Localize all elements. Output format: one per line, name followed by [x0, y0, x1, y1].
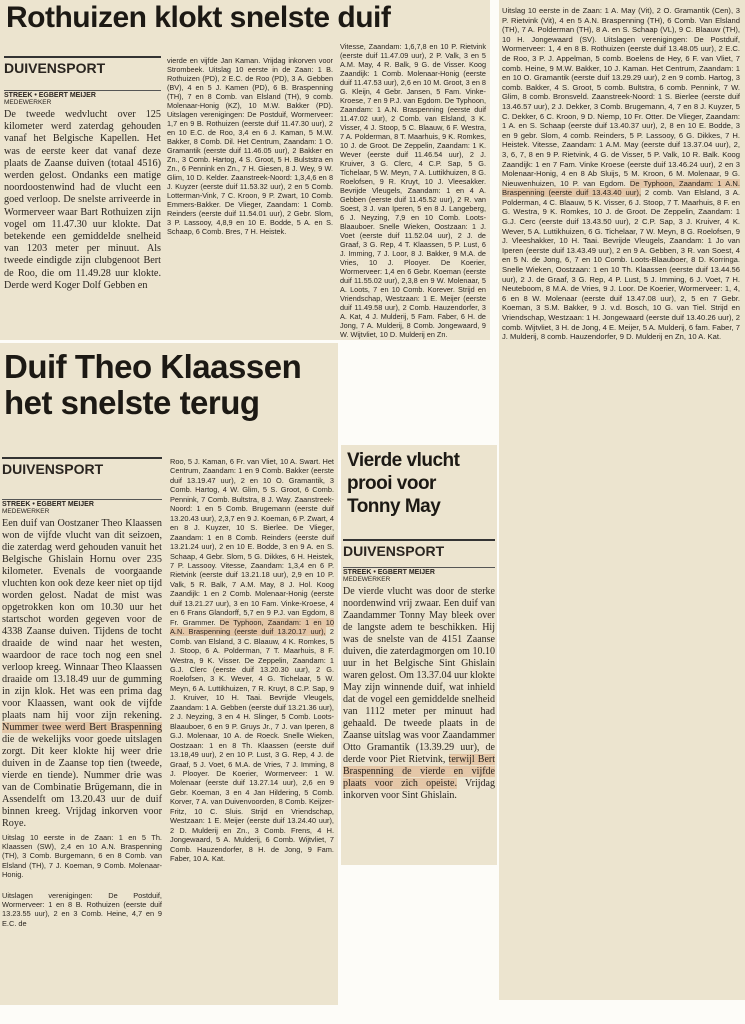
- byline: STREEK • EGBERT MEIJER: [4, 90, 161, 99]
- section-label: DUIVENSPORT: [343, 539, 495, 559]
- clipping-rothuizen: [0, 0, 490, 340]
- byline: STREEK • EGBERT MEIJER: [343, 567, 495, 576]
- byline-role: MEDEWERKER: [4, 99, 52, 106]
- headline-rothuizen: Rothuizen klokt snelste duif: [6, 1, 391, 34]
- section-label: DUIVENSPORT: [4, 56, 161, 76]
- headline-klaassen: Duif Theo Klaassen het snelste terug: [4, 348, 302, 421]
- results-column: Vitesse, Zaandam: 1,6,7,8 en 10 P. Rietvink (eerste duif 11.47.09 uur), 2 P. Valk, 3 en 5 A.M. May, 4 R. Balk, 9 G. de Visser. Koog Zaandijk: 1 Comb. Molenaar-Honig (eerste duif 11.47.53 uur), 2,6 en 10 M. Groot, 3 en 8 G. Kleijn, 4 Gebr. Jansen, 5 Fam. Vinke-Kroese, 7 en 9 P.J. van Egdom. De Typhoon, Zaandam: 1 A.N. Braspenning (eerste duif 11.47.02 uur), 2 Comb. van Elsland, 3 K. Visser, 4 J. Stoop, 5 C. Blaauw, 6 F. Westra, 7 A. Polderman, 8 T. Maarhuis, 9 K. Romkes, 10 J. de Groot. De Zeppelin, Zaandam: 1 K. Wever (eerste duif 11.46.54 uur), 2 J. Kruiver, 3 G. Clerc, 4 C.P. Sap, 5 G. Tichelaar, 5 W. Meyn, 7 A. Luttikhuizen, 8 G. Roelofsen, 9 R. Kruyt, 10 J. Vleesakker. Bevrijde Vleugels, Zaandam: 1 en 4 A. Gebben (eerste duif 11.45.52 uur), 2 R. van Soest, 3 J. van Iperen, 5 en 8 J. Langeberg, 6 J. Neyzing, 7,9 en 10 Comb. Loots-Blaauboer. Snelle Wieken, Oostzaan: 1 J. Voet (eerste duif 11.52.04 uur), 2 J. de Graaf, 3 G. Rep, 4 T. Klaassen, 5 P. Lust, 6 J. Imming, 7 J. Loor, 8 J. Bakker, 9 M.A. de Vries, 10 J. Plooyer. De Koerier, Wormerveer: 1,4 en 6 Gebr. Koeman (eerste duif 11.55.02 uur), 2,3,8 en 9 W. Molenaar, 5 A. Loots, 7 en 10 Comb. Korever. Strijd en Vriendschap, Westzaan: 1 E. Meijer (eerste duif 11.49.58 uur), 2 Comb. Hauzendorfer, 3 A. Kat, 4 J. Mulderij, 5 Fam. Faber, 6 H. de Jong, 7 A. Mulderij, 8 Comb. Jongewaard, 9 W. Wijtvliet, 10 D. Mulderij en Zn.: [340, 42, 486, 339]
- clipping-klaassen: [0, 343, 338, 1005]
- byline-role: MEDEWERKER: [343, 576, 391, 583]
- section-label: DUIVENSPORT: [2, 457, 162, 477]
- results-list: Uitslag 10 eerste in de Zaan: 1 en 5 Th. Klaassen (SW), 2,4 en 10 A.N. Braspenning (TH), 3 Comb. Burgemann, 6 en 8 Comb. van Elsland (TH), 7 J. Koeman, 9 Comb. Molenaar-Honig. Uitslagen verenigingen: De Postduif, Wormerveer: 1 en 8 B. Rothuizen (eerste duif 13.23.55 uur), 2 en 3 Comb. Heine, 4,7 en 9 E.C. de: [2, 833, 162, 928]
- clipping-tonny-may: [341, 445, 497, 865]
- highlighted-text: De Typhoon, Zaandam: 1 en 10 A.N. Braspenning (eerste duif 13.20.17 uur),: [170, 617, 334, 637]
- headline-tonny-may: Vierde vlucht prooi voor Tonny May: [347, 450, 460, 517]
- highlighted-text: terwijl Bert Braspenning de vierde en vijfde plaats voor zich opeiste.: [343, 754, 495, 789]
- clipping-results-right: [499, 0, 745, 1000]
- highlighted-text: Nummer twee werd Bert Braspenning: [2, 722, 162, 733]
- article-body: De tweede wedvlucht over 125 kilometer werd zaterdag gehouden vanaf het Belgische Kapellen. Het was de eerste keer dat vanaf deze plaats de Zaanse duiven (totaal 4516) werden gelost. Ondanks een matige noordoostenwind had de vlucht een goed verloop. De snelste arriveerde in Wormerveer waar Bart Rothuizen zijn vogel om 11.47.30 uur klokte. Dat betekende een gemiddelde snelheid van 1203 meter per minuut. Als tweede eindigde zijn clubgenoot Bert de Roo, die om 11.49.28 uur klokte. Derde werd Koger Dolf Gebben en: [4, 109, 161, 291]
- results-column: vierde en vijfde Jan Kaman. Vrijdag inkorven voor Strombeek. Uitslag 10 eerste in de Zaan: 1 B. Rothuizen (PD), 2 E.C. de Roo (PD), 3 A. Gebben (BV), 4 en 5 J. Kamen (PD), 6 B. Braspenning (TH), 7 en 8 Comb. van Elsland (TH), 9 comb. Molenaar-Honig (KZ), 10 M.W. Bakker (PD). Uitslagen verenigingen: De Postduif, Wormerveer: 1,7 en 9 B. Rothuizen (eerste duif 11.47.30 uur), 2 en 10 E.C. de Roo, 3,4 en 6 J. Kaman, 5 M.W. Bakker, 8 Comb. Dil. Het Centrum, Zaandam: 1 O. Gramantik (eerste duif 11.46.05 uur), 2 Bakker en Zn., 3 Comb. Hartog, 4 S. Groot, 5 H. Bulststra en Zn., 6 Pennink en Zn., 7 H. Giesen, 8 J. Wey, 9 W. Glim, 10 D. Kelder. Zaanstreek-Noord: 1,3,4,6 en 8 J. Kuyzer (eerste duif 11.53.32 uur), 2 en 5 Comb. Lotterman-Vink, 7 C. Kroon, 9 P. Zwart, 10 Comb. Emmers-Bakker. De Vlieger, Zaandam: 1 Comb. Reinders (eerste duif 11.54.01 uur), 2 Gebr. Slom, 3 P. Lassooy, 4,8,9 en 10 E. Bodde, 5 A. en S. Schaap, 6 Comb. Bres, 7 H. Heistek.: [167, 56, 333, 236]
- article-body: De vierde vlucht was door de sterke noordenwind vrij zwaar. Een duif van Zaandammer Tonny May bleek over de langste adem te beschikken. Hij was de snelste van de 4151 Zaanse duiven, die zaterdagmorgen om 10.10 uur in het Belgische Sint Ghislain waren gelost. Om 13.37.04 uur klokte May zijn winnende duif, wat inhield dat de vogel een gemiddelde snelheid van 1112 meter per minuut had gehaald. De tweede plaats in de Zaanse uitslag was voor Zaandammer Otto Gramantik (13.39.29 uur), de derde voor Piet Rietvink, terwijl Bert Braspenning de vierde en vijfde plaats voor zich opeiste. Vrijdag inkorven voor Sint Ghislain.: [343, 586, 495, 801]
- results-column: Roo, 5 J. Kaman, 6 Fr. van Vliet, 10 A. Swart. Het Centrum, Zaandam: 1 en 9 Comb. Bakker (eerste duif 13.19.47 uur), 2 en 10 O. Gramantik, 3 Comb. Hartog, 4 W. Glim, 5 S. Groot, 6 Comb. Pennink, 7 Comb. Bultstra, 8 J. Way. Zaanstreek-Noord: 1 en 5 Comb. Brugemann (eerste duif 13.20.43 uur), 2,3,7 en 9 J. Koeman, 6 P. Zwart, 4 en 8 J. Kuyzer, 10 S. Bierlee. De Vlieger, Zaandam: 1 en 8 Comb. Reinders (eerste duif 13.21.24 uur), 2 en 10 E. Bodde, 3 en 9 A. en S. Schaap, 4 Gebr. Slom, 5 G. Dikkes, 6 H. Heistek, 7 P. Lassooy. Vitesse, Zaandam: 1,3,4 en 6 P. Rietvink (eerste duif 13.21.18 uur), 2,9 en 10 P. Valk, 5 R. Balk, 7 A.M. May, 8 J. Hol. Koog Zaandijk: 1 en 2 Comb. Molenaar-Honig (eerste duif 13.21.27 uur), 3 en 10 Fam. Vinke-Kroese, 4 en 6 Frans Glandorff, 5,7 en 9 P.J. van Egdom, 8 Fr. Grammer. De Typhoon, Zaandam: 1 en 10 A.N. Braspenning (eerste duif 13.20.17 uur), 2 Comb. van Elsland, 3 C. Blaauw, 4 K. Romkes, 5 J. Stoop, 6 A. Polderman, 7 T. Maarhuis, 8 F. Westra, 9 K. Visser. De Zeppelin, Zaandam: 1 G.J. Clerc (eerste duif 13.20.30 uur), 2 G. Roelofsen, 3 K. Wever, 4 G. Tichelaar, 5 W. Meyn, 6 A. Luttikhuizen, 7 R. Kruyt, 8 C.P. Sap, 9 J. Kruiver, 10 H. Taai. Bevrijde Vleugels, Zaandam: 1 A. Gebben (eerste duif 13.21.36 uur), 2 J. Neyzing, 3 en 4 H. Slinger, 5 Comb. Loots-Blaauboer, 6 en 9 P. Gruys Jr., 7 J. van Iperen, 8 G.J. Molenaar, 10 A. de Roeck. Snelle Wieken, Oostzaan: 1 en 8 Th. Klaassen (eerste duif 13.18,49 uur), 2 en 10 P. Lust, 3 G. Rep, 4 J. de Graaf, 5 J. Voet, 6 M.A. de Vries, 7 J. Imming, 8 J. Plooyer. De Koerier, Wormerveer: 1 W. Molenaar (eerste duif 13.27.14 uur), 2,6 en 9 Gebr. Koeman, 3 en 4 Jan Hildering, 5 Comb. Korver, 7 A. van Duivenvoorden, 8 Comb. Keijzer-Fritz, 10 C. Sluis. Strijd en Vriendschap, Westzaan: 1 E. Meijer (eerste duif 13.24.40 uur), 2 D. Mulderij en Zn., 3 Comb. Frens, 4 H. Jongewaard, 5 A. Mulderij, 6 Comb. Wijtvliet, 7 Comb. Hauzendorfer, 8 H. de Jong, 9 Fam. Faber, 10 A. Kat.: [170, 457, 334, 864]
- byline-role: MEDEWERKER: [2, 508, 50, 515]
- results-column: Uitslag 10 eerste in de Zaan: 1 A. May (Vit), 2 O. Gramantik (Cen), 3 P. Rietvink (Vit), 4 en 5 A.N. Braspenning (TH), 6 Comb. Van Elsland (TH), 7 A. Polderman (TH), 8 A. en S. Schaap (VL), 9 C. Blaauw (TH), 10 H. Jongewaard (SV). Uitslagen verenigingen: De Postduif, Wormerveer: 1, 4 en 8 B. Rothuizen (eerste duif 13.48.05 uur), 2 E.C. de Roo, 3 P. J. Appelman, 5 comb. Boelens de Hey, 6 F. van Vliet, 7 comb. Heine, 9 M.W. Bakker, 10 J. Kaman. Het Centrum, Zaandam: 1 en 10 O. Gramantik (eerste duif 13.29.29 uur), 2 en 9 comb. Hartog, 3 comb. Bakker, 4 S. Groot, 5 comb. Bultstra, 6 comb. Pennink, 7 W. Glim, 8 comb. Bronsveld. Zaanstreek-Noord: 1 S. Bierlee (eerste duif 13.46.57 uur), 2 J. Dekker, 3 Comb. Brugemann, 4, 7 en 8 J. Kuyzer, 5 C. Dekker, 6 C. Kroon, 9 D. Niemp, 10 Fr. Otter. De Vlieger, Zaandam: 1 A. en S. Schaap (eerste duif 13.40.37 uur), 2, 8 en 10 E. Bodde, 3 en 9 gebr. Slom, 4 comb. Reinders, 5 P. Lassooy, 6 G. Dikkes, 7 H. Heistek. Vitesse, Zaandam: 1 A.M. May (eerste duif 13.37.04 uur), 2, 3, 6, 7, 8 en 9 P. Rietvink, 4 G. de Visser, 5 P. Valk, 10 R. Balk. Koog Zaandijk: 1 en 7 Fam. Vinke Kroese (eerste duif 13.46.24 uur), 2 en 3 Molenaar-Honig, 4 en 8 Ab Sluijs, 5 M. Kroon, 6 M. Molenaar, 9 G. Nieuwenhuizen, 10 P. van Egdom. De Typhoon, Zaandam: 1 A.N. Braspenning (eerste duif 13.43.40 uur), 2 comb. Van Elsland, 3 A. Polderman, 4 C. Blaauw, 5 K. Visser, 6 J. Stoop, 7 T. Maarhuis, 8 F. en G. Westra, 9 K. Romkes, 10 J. de Groot. De Zeppelin, Zaandam: 1 G.J. Cerc (eerste duif 13.43.50 uur), 2 C.P. Sap, 3 J. Kruiver, 4 K. Wever, 5 A. Luttikhuizen, 6 G. Tichelaar, 7 W. Meyn, 8 G. Roelofsen, 9 J. Vleeshakker, 10 H. Taai. Bevrijde Vleugels, Zaandam: 1 Jo van Iperen (eerste duif 13.43.49 uur), 2 en 9 A. Gebben, 3 R. van Soest, 4 en 5 N. de Jong, 6, 7 en 10 Comb. Loots-Blaauboer, 8 D. Korringa. Snelle Wieken, Oostzaan: 1 en 10 Th. Klaassen (eerste duif 13.44.56 uur), 2 J. de Graaf, 3 G. Rep, 4 P. Lust, 5 J. Imming, 6 J. Voet, 7 H. Neuteboom, 8 M.A. de Vries, 9 J. Loor. De Koerier, Wormerveer: 1, 4, 6 en 8 W. Molenaar (eerste duif 13.47.08 uur), 2, 5 en 7 Gebr. Koeman, 3 S.M. Bakker, 9 J. v.d. Bosch, 10 G. van Tiel. Strijd en Vriendschap, Westzaan: 1 H. Jongewaard (eerste duif 13.40.26 uur), 2 comb. Wijtvliet, 3 H. de Jong, 4 E. Meijer, 5 A. Mulderij, 6 fam. Faber, 7 J. Mulderij, 8 comb. Hauzendorfer, 9 D. Mulderij en Zn, 10 A. Kat.: [502, 6, 741, 342]
- highlighted-text: De Typhoon, Zaandam: 1 A.N. Braspenning (eerste duif 13.43.40 uur),: [502, 178, 741, 198]
- article-body: Een duif van Oostzaner Theo Klaassen won de vijfde vlucht van dit seizoen, die zaterdag werd gehouden vanuit het Belgische Ghislain Hornu over 235 kilometer. Evenals de voorgaande vluchten kon ook deze keer niet op tijd worden gelost. Nadat de mist was opgetrokken kon om 10.30 uur het startschot worden gegeven voor de 4338 Zaanse duiven. Tijdens de tocht draaide de wind naar het westen, waardoor de race toch nog een snel verloop kreeg. Winnaar Theo Klaassen draaide om 13.18.49 uur de gumming in zijn klok. Het was een prima dag voor Klaassen, want ook de vijfde plaats nam hij voor zijn rekening. Nummer twee werd Bert Braspenning die de wekelijks voor goede uitslagen zorgt. Dit keer klokte hij weer drie duiven in de Zaanse top tien (tweede, vierde en tiende). Nummer drie was van de Combinatie Brügemann, die in Assendelft om 13.20.43 uur de duif binnen kreeg. Vrijdag inkorven voor Roye.: [2, 518, 162, 829]
- byline: STREEK • EGBERT MEIJER: [2, 499, 162, 508]
